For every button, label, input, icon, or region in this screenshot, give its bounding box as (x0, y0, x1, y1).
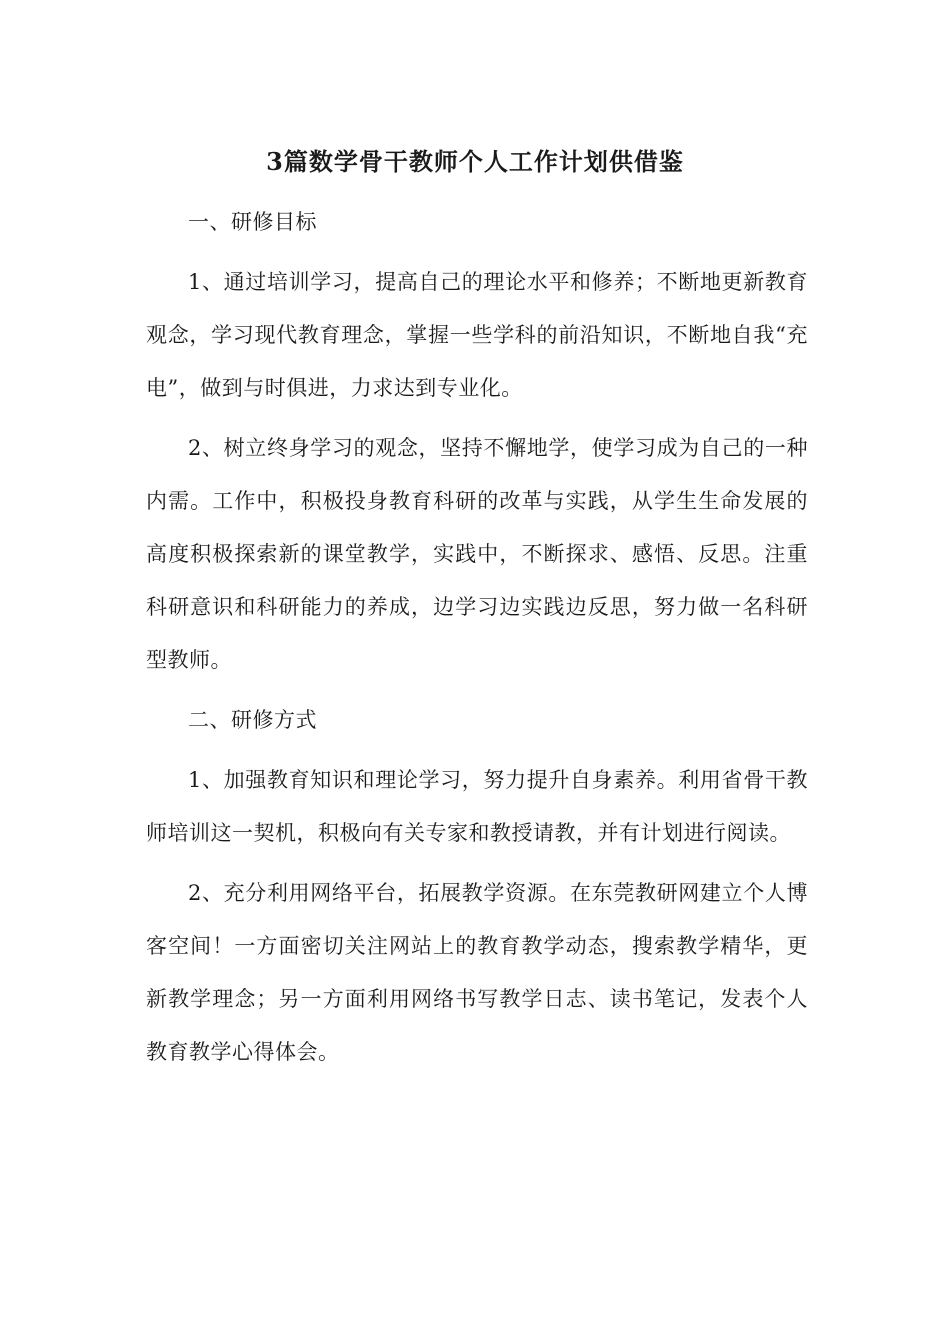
paragraph: 1、通过培训学习，提高自己的理论水平和修养；不断地更新教育观念，学习现代教育理念，掌握一些学科的前沿知识，不断地自我“充电”，做到与时俱进，力求达到专业化。 (146, 270, 808, 400)
paragraph: 2、充分利用网络平台，拓展教学资源。在东莞教研网建立个人博客空间！一方面密切关注网站上的教育教学动态，搜索教学精华，更新教学理念；另一方面利用网络书写教学日志、读书笔记，发表个人教育教学心得体会。 (146, 881, 808, 1064)
section-heading: 二、研修方式 (188, 708, 317, 732)
document-title: 3篇数学骨干教师个人工作计划供借鉴 (266, 147, 684, 176)
document-body (146, 196, 808, 1079)
paragraph: 1、加强教育知识和理论学习，努力提升自身素养。利用省骨干教师培训这一契机，积极向有关专家和教授请教，并有计划进行阅读。 (146, 768, 808, 845)
section-heading: 一、研修目标 (188, 210, 317, 234)
paragraph: 2、树立终身学习的观念，坚持不懈地学，使学习成为自己的一种内需。工作中，积极投身教育科研的改革与实践，从学生生命发展的高度积极探索新的课堂教学，实践中，不断探求、感悟、反思。注重科研意识和科研能力的养成，边学习边实践边反思，努力做一名科研型教师。 (146, 436, 808, 672)
